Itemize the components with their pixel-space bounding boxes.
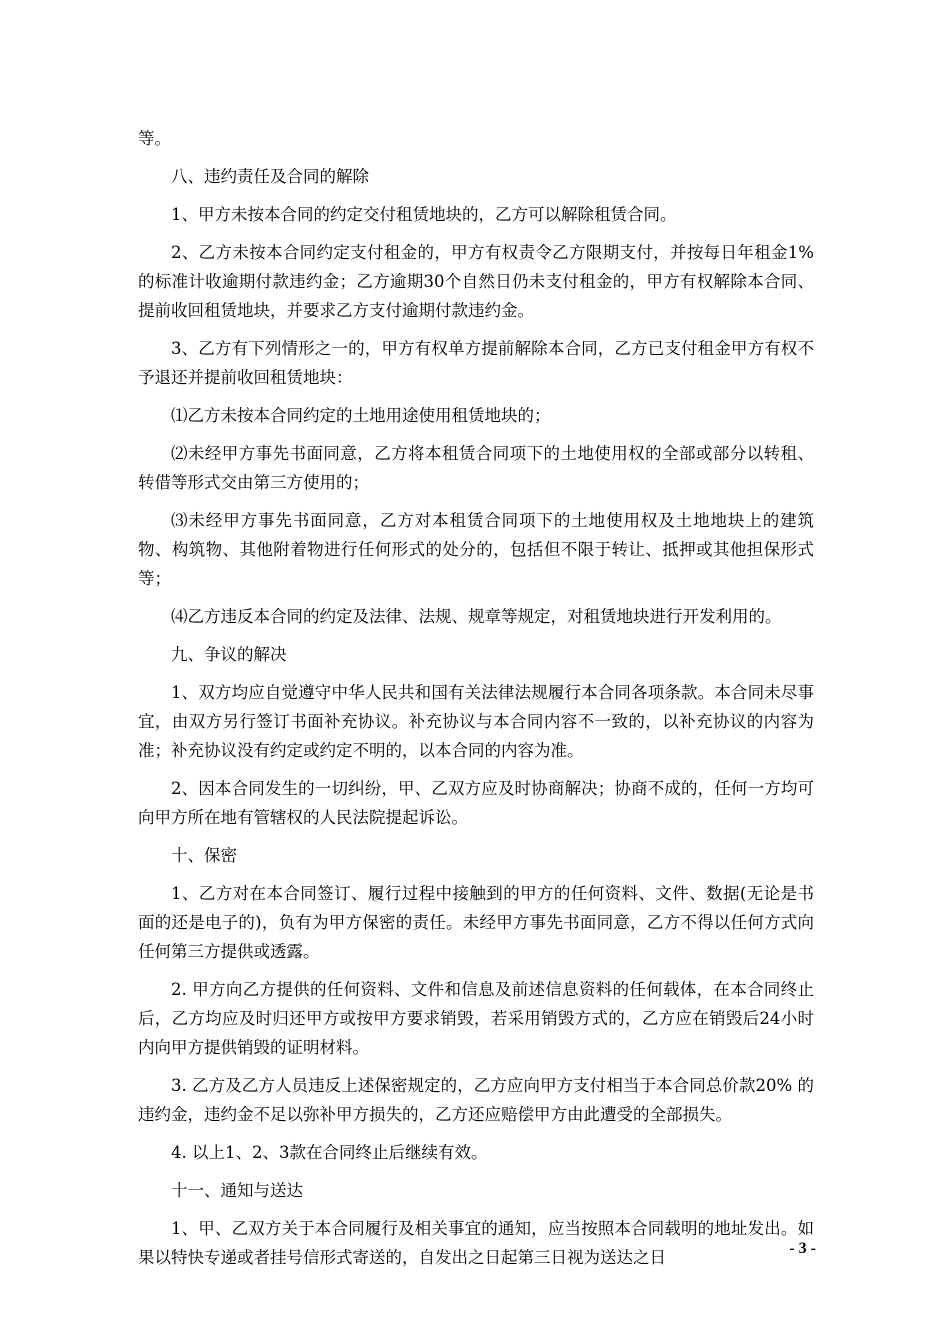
paragraph-8-3: 3、乙方有下列情形之一的，甲方有权单方提前解除本合同，乙方已支付租金甲方有权不予退还并提前收回租赁地块： xyxy=(138,339,814,387)
section-heading-9: 九、争议的解决 xyxy=(171,645,287,664)
paragraph-8-3-item-2: ⑵未经甲方事先书面同意，乙方将本租赁合同项下的土地使用权的全部或部分以转租、转借等形式交由第三方使用的； xyxy=(138,444,814,492)
paragraph-continuation: 等。 xyxy=(138,129,171,148)
paragraph-8-2: 2、乙方未按本合同约定支付租金的，甲方有权责令乙方限期支付，并按每日年租金1%的标准计收逾期付款违约金；乙方逾期30个自然日仍未支付租金的，甲方有权解除本合同、提前收回租赁地块，并要求乙方支付逾期付款违约金。 xyxy=(138,243,814,320)
paragraph-8-1: 1、甲方未按本合同的约定交付租赁地块的，乙方可以解除租赁合同。 xyxy=(171,205,677,224)
paragraph-8-3-item-3: ⑶未经甲方事先书面同意，乙方对本租赁合同项下的土地使用权及土地地块上的建筑物、构筑物、其他附着物进行任何形式的处分的，包括但不限于转让、抵押或其他担保形式等； xyxy=(138,511,814,588)
paragraph-11-1: 1、甲、乙双方关于本合同履行及相关事宜的通知，应当按照本合同载明的地址发出。如果以特快专递或者挂号信形式寄送的，自发出之日起第三日视为送达之日 xyxy=(138,1219,814,1267)
paragraph-8-3-item-4: ⑷乙方违反本合同的约定及法律、法规、规章等规定，对租赁地块进行开发利用的。 xyxy=(171,607,782,626)
page-number: - 3 - xyxy=(789,1240,816,1257)
paragraph-10-2: 2. 甲方向乙方提供的任何资料、文件和信息及前述信息资料的任何载体，在本合同终止后，乙方均应及时归还甲方或按甲方要求销毁，若采用销毁方式的，乙方应在销毁后24小时内向甲方提供销毁的证明材料。 xyxy=(138,980,814,1057)
section-heading-8: 八、违约责任及合同的解除 xyxy=(171,167,369,186)
paragraph-8-3-item-1: ⑴乙方未按本合同约定的土地用途使用租赁地块的； xyxy=(171,406,551,425)
section-heading-10: 十、保密 xyxy=(171,846,237,865)
paragraph-9-2: 2、因本合同发生的一切纠纷，甲、乙双方应及时协商解决；协商不成的，任何一方均可向甲方所在地有管辖权的人民法院提起诉讼。 xyxy=(138,779,814,827)
paragraph-10-3: 3. 乙方及乙方人员违反上述保密规定的，乙方应向甲方支付相当于本合同总价款20% 的违约金，违约金不足以弥补甲方损失的，乙方还应赔偿甲方由此遭受的全部损失。 xyxy=(138,1076,814,1124)
document-page xyxy=(138,124,814,1281)
paragraph-10-4: 4. 以上1、2、3款在合同终止后继续有效。 xyxy=(171,1143,488,1162)
section-heading-11: 十一、通知与送达 xyxy=(171,1181,303,1200)
paragraph-9-1: 1、双方均应自觉遵守中华人民共和国有关法律法规履行本合同各项条款。本合同未尽事宜，由双方另行签订书面补充协议。补充协议与本合同内容不一致的，以补充协议的内容为准；补充协议没有约定或约定不明的，以本合同的内容为准。 xyxy=(138,683,814,760)
paragraph-10-1: 1、乙方对在本合同签订、履行过程中接触到的甲方的任何资料、文件、数据(无论是书面的还是电子的)，负有为甲方保密的责任。未经甲方事先书面同意，乙方不得以任何方式向任何第三方提供或透露。 xyxy=(138,884,814,961)
